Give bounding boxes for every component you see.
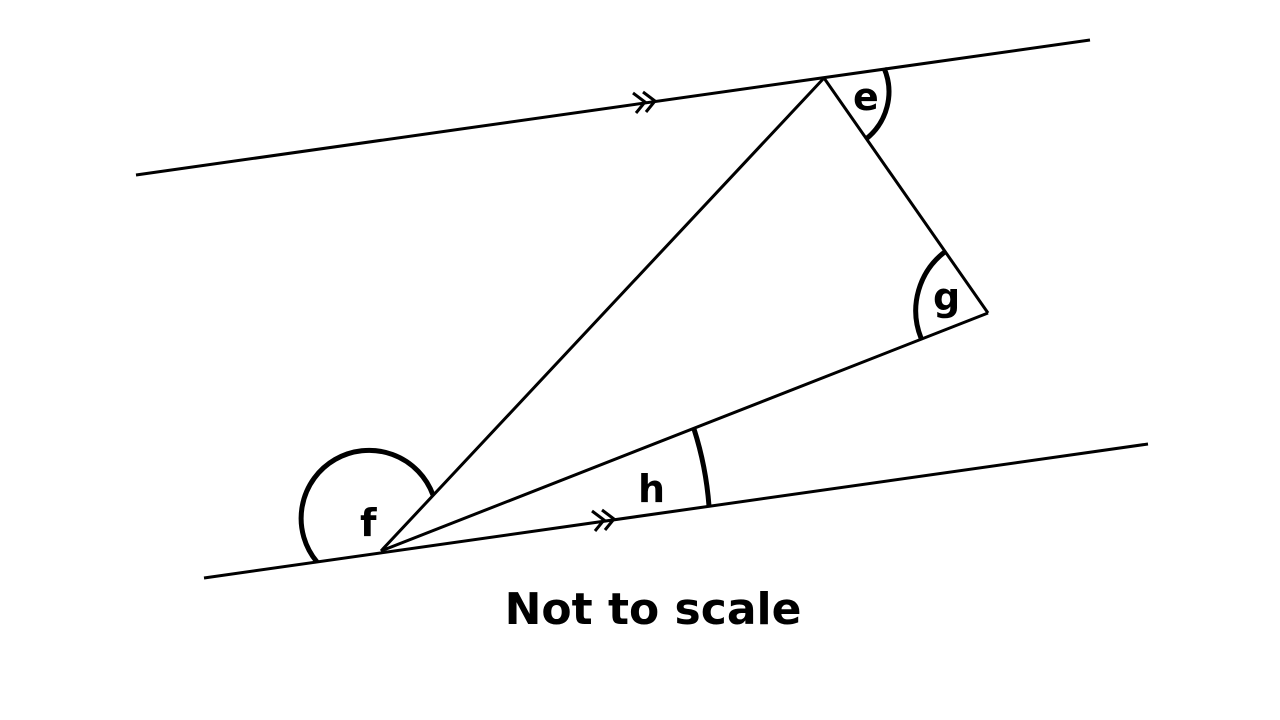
angle-label-h: h: [638, 467, 666, 511]
angle-arc-h: [694, 429, 709, 506]
angle-label-g: g: [933, 275, 961, 319]
not-to-scale-caption: Not to scale: [504, 584, 802, 635]
right-to-lower-segment: [381, 313, 988, 551]
angle-label-f: f: [360, 501, 377, 545]
lower-parallel-line: [204, 444, 1148, 578]
upper-to-right-segment: [824, 78, 988, 313]
upper-parallel-line: [136, 40, 1090, 175]
angle-label-e: e: [853, 75, 879, 119]
transversal-line: [381, 78, 824, 551]
